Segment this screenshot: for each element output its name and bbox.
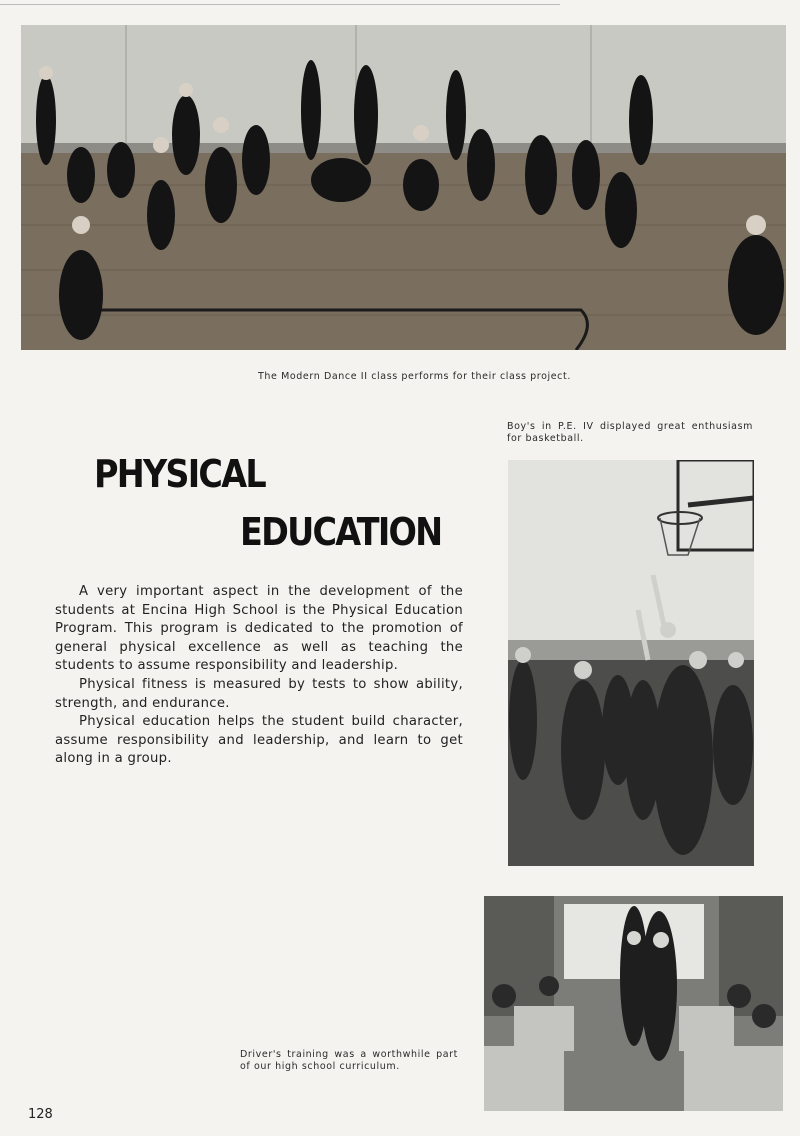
body-paragraph-2: Physical fitness is measured by tests to show ability, strength, and endurance.	[55, 676, 463, 711]
page-title-line1: PHYSICAL	[94, 452, 265, 496]
top-rule	[0, 4, 560, 5]
dance-class-photo	[21, 25, 786, 350]
basketball-photo	[508, 460, 754, 866]
body-text	[55, 583, 463, 769]
basketball-photo-caption: Boy's in P.E. IV displayed great enthusiasm for basketball.	[507, 421, 753, 444]
page-number: 128	[28, 1107, 53, 1122]
drivers-training-photo	[484, 896, 783, 1111]
page-title-line2: EDUCATION	[240, 510, 442, 554]
body-paragraph-3: Physical education helps the student build character, assume responsibility and leadership, and learn to get along in a group.	[55, 714, 463, 767]
dance-photo-caption: The Modern Dance II class performs for their class project.	[258, 371, 571, 382]
body-paragraph-1: A very important aspect in the development of the students at Encina High School is the Physical Education Program. This program is dedicated to the promotion of general physical excellence as well as teaching the students to assume responsibility and leadership.	[55, 584, 463, 674]
drivers-training-caption: Driver's training was a worthwhile part of our high school curriculum.	[240, 1049, 458, 1072]
